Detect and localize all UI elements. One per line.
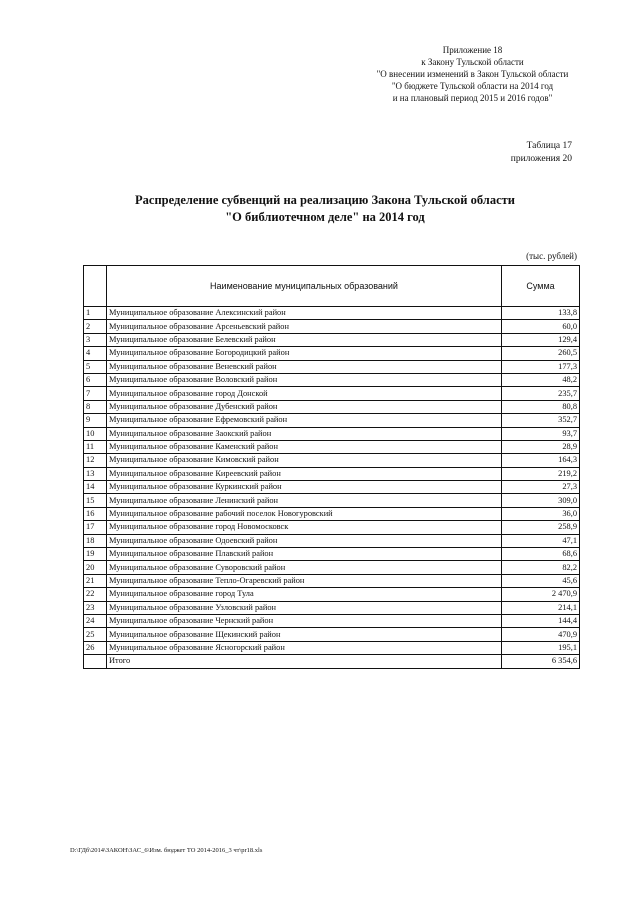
- table-reference-line: Таблица 17: [526, 141, 572, 151]
- row-name-cell: Муниципальное образование Куркинский район: [107, 481, 502, 494]
- table-row: [84, 454, 580, 467]
- appendix-line: "О бюджете Тульской области на 2014 год: [391, 81, 554, 91]
- file-path-footer: D:\ГДб\2014\ЗАКОН\ЗАС_6\Изм. бюджет ТО 2014-2016_3 чт\pr18.xls: [70, 847, 263, 854]
- appendix-line: "О внесении изменений в Закон Тульской области: [376, 69, 569, 79]
- row-name-cell: Муниципальное образование Белевский район: [107, 333, 502, 346]
- row-number-cell: 26: [84, 641, 107, 654]
- appendix-line: к Закону Тульской области: [421, 57, 524, 67]
- row-sum-cell: 47,1: [502, 534, 580, 547]
- row-name-cell: Муниципальное образование город Донской: [107, 387, 502, 400]
- row-name-cell: Муниципальное образование Кимовский район: [107, 454, 502, 467]
- row-sum-cell: 260,5: [502, 347, 580, 360]
- row-name-cell: Муниципальное образование Воловский район: [107, 373, 502, 386]
- row-name-cell: Муниципальное образование Каменский район: [107, 440, 502, 453]
- row-number-cell: 12: [84, 454, 107, 467]
- table-row: [84, 467, 580, 480]
- row-name-cell: Муниципальное образование Суворовский район: [107, 561, 502, 574]
- appendix-line: и на плановый период 2015 и 2016 годов": [392, 93, 553, 103]
- row-name-cell: Муниципальное образование Плавский район: [107, 548, 502, 561]
- table-row: [84, 414, 580, 427]
- row-sum-cell: 129,4: [502, 333, 580, 346]
- table-row: [84, 373, 580, 386]
- row-name-cell: Муниципальное образование Киреевский район: [107, 467, 502, 480]
- row-sum-cell: 45,6: [502, 574, 580, 587]
- row-sum-cell: 6 354,6: [502, 655, 580, 668]
- row-number-cell: 6: [84, 373, 107, 386]
- table-row: [84, 400, 580, 413]
- table-row: [84, 360, 580, 373]
- header-sum-cell: Сумма: [502, 266, 580, 307]
- document-title-line: Распределение субвенций на реализацию Закона Тульской области: [135, 193, 515, 207]
- row-number-cell: 4: [84, 347, 107, 360]
- table-row: [84, 548, 580, 561]
- row-number-cell: 10: [84, 427, 107, 440]
- row-sum-cell: 2 470,9: [502, 588, 580, 601]
- header-number-cell: [84, 266, 107, 307]
- row-sum-cell: 235,7: [502, 387, 580, 400]
- row-name-cell: Муниципальное образование Тепло-Огаревский район: [107, 574, 502, 587]
- appendix-line: Приложение 18: [442, 45, 503, 55]
- row-number-cell: 1: [84, 307, 107, 320]
- row-number-cell: 9: [84, 414, 107, 427]
- row-name-cell: Муниципальное образование Ясногорский район: [107, 641, 502, 654]
- row-number-cell: 2: [84, 320, 107, 333]
- row-number-cell: 8: [84, 400, 107, 413]
- table-row: [84, 427, 580, 440]
- row-number-cell: 19: [84, 548, 107, 561]
- row-name-cell: Муниципальное образование рабочий поселок Новогуровский: [107, 507, 502, 520]
- row-sum-cell: 82,2: [502, 561, 580, 574]
- table-row: [84, 521, 580, 534]
- row-name-cell: Муниципальное образование Узловский район: [107, 601, 502, 614]
- row-name-cell: Муниципальное образование Дубенский район: [107, 400, 502, 413]
- row-number-cell: 25: [84, 628, 107, 641]
- row-number-cell: 7: [84, 387, 107, 400]
- table-row: [84, 534, 580, 547]
- row-number-cell: 22: [84, 588, 107, 601]
- row-name-cell: Муниципальное образование Одоевский район: [107, 534, 502, 547]
- row-name-cell: Муниципальное образование Ленинский район: [107, 494, 502, 507]
- row-name-cell: Муниципальное образование Чернский район: [107, 614, 502, 627]
- row-number-cell: 3: [84, 333, 107, 346]
- distribution-table: [83, 265, 580, 669]
- row-sum-cell: 219,2: [502, 467, 580, 480]
- row-sum-cell: 133,8: [502, 307, 580, 320]
- row-number-cell: 23: [84, 601, 107, 614]
- table-row: [84, 494, 580, 507]
- table-row: [84, 574, 580, 587]
- row-sum-cell: 352,7: [502, 414, 580, 427]
- table-row: [84, 641, 580, 654]
- row-name-cell: Муниципальное образование Щекинский район: [107, 628, 502, 641]
- row-number-cell: 18: [84, 534, 107, 547]
- row-number-cell: 15: [84, 494, 107, 507]
- row-sum-cell: 177,3: [502, 360, 580, 373]
- row-sum-cell: 80,8: [502, 400, 580, 413]
- header-name-cell: Наименование муниципальных образований: [107, 266, 502, 307]
- row-name-cell: Муниципальное образование Ефремовский район: [107, 414, 502, 427]
- row-sum-cell: 28,9: [502, 440, 580, 453]
- table-row: [84, 333, 580, 346]
- row-name-cell: Муниципальное образование Арсеньевский район: [107, 320, 502, 333]
- row-sum-cell: 195,1: [502, 641, 580, 654]
- table-header-row: [84, 266, 580, 307]
- table-row: [84, 561, 580, 574]
- table-row: [84, 320, 580, 333]
- row-sum-cell: 164,3: [502, 454, 580, 467]
- row-sum-cell: 36,0: [502, 507, 580, 520]
- row-sum-cell: 144,4: [502, 614, 580, 627]
- table-row: [84, 387, 580, 400]
- row-name-cell: Муниципальное образование город Тула: [107, 588, 502, 601]
- table-row: [84, 307, 580, 320]
- row-number-cell: 17: [84, 521, 107, 534]
- table-reference-line: приложения 20: [510, 153, 572, 164]
- row-sum-cell: 68,6: [502, 548, 580, 561]
- units-label: (тыс. рублей): [526, 251, 577, 261]
- table-row: [84, 347, 580, 360]
- row-sum-cell: 214,1: [502, 601, 580, 614]
- row-sum-cell: 27,3: [502, 481, 580, 494]
- appendix-note: [360, 44, 585, 104]
- row-number-cell: 14: [84, 481, 107, 494]
- row-number-cell: 5: [84, 360, 107, 373]
- row-sum-cell: 93,7: [502, 427, 580, 440]
- row-name-cell: Итого: [107, 655, 502, 668]
- row-name-cell: Муниципальное образование Богородицкий район: [107, 347, 502, 360]
- table-reference: [511, 140, 572, 165]
- row-number-cell: 20: [84, 561, 107, 574]
- row-number-cell: 11: [84, 440, 107, 453]
- document-title-line: "О библиотечном деле" на 2014 год: [225, 210, 425, 224]
- table-row: [84, 507, 580, 520]
- row-number-cell: 16: [84, 507, 107, 520]
- row-name-cell: Муниципальное образование город Новомосковск: [107, 521, 502, 534]
- total-row: [84, 655, 580, 668]
- document-title: [100, 192, 550, 226]
- row-number-cell: [84, 655, 107, 668]
- row-sum-cell: 48,2: [502, 373, 580, 386]
- row-sum-cell: 470,9: [502, 628, 580, 641]
- row-sum-cell: 309,0: [502, 494, 580, 507]
- row-name-cell: Муниципальное образование Алексинский район: [107, 307, 502, 320]
- table-row: [84, 614, 580, 627]
- table-row: [84, 481, 580, 494]
- row-sum-cell: 258,9: [502, 521, 580, 534]
- row-number-cell: 24: [84, 614, 107, 627]
- table-row: [84, 440, 580, 453]
- row-number-cell: 13: [84, 467, 107, 480]
- row-sum-cell: 60,0: [502, 320, 580, 333]
- row-number-cell: 21: [84, 574, 107, 587]
- table-row: [84, 628, 580, 641]
- row-name-cell: Муниципальное образование Веневский район: [107, 360, 502, 373]
- row-name-cell: Муниципальное образование Заокский район: [107, 427, 502, 440]
- table-row: [84, 588, 580, 601]
- table-row: [84, 601, 580, 614]
